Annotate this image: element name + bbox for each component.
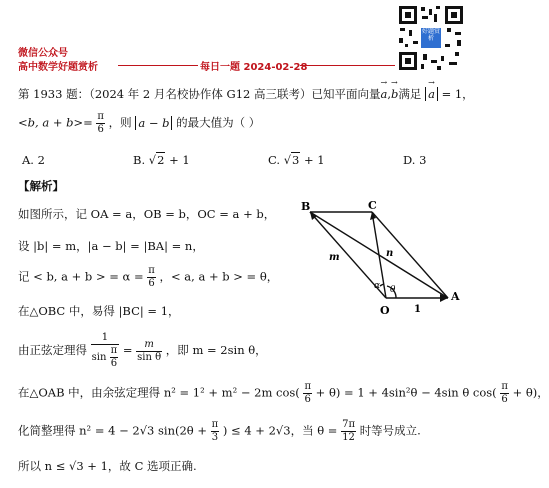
then-text: ，则 [108,115,132,130]
banner-rule-left [118,65,198,66]
qr-code[interactable] [397,4,465,72]
solution-line-3: 记 < b, a + b > = α = $\frac{\pi}{6}$ ，< a, a + b > = θ， [18,265,279,289]
banner-rule-right [300,65,395,66]
vector-a: → a [381,87,388,101]
label-n: n [386,248,394,259]
label-c: C [368,199,377,212]
account-line: 微信公众号 [18,48,68,59]
solution-heading: 【解析】 [18,179,64,193]
solution-line-6: 在△OAB 中，由余弦定理得 n² = 1² + m² − 2m cos( $\frac{\pi}{6}$ + θ) = 1 + 4sin²θ − 4sin θ cos( $\frac{\pi}{6}$ + θ)， [18,381,549,405]
solution-line-7: 化简整理得 n² = 4 − 2√3 sin(2θ + $\frac{\pi}{3}$ ) ≤ 4 + 2√3，当 θ = $\frac{7\pi}{12}$ 时等号成立. [18,419,421,443]
label-o: O [380,304,390,317]
solution-line-8: 所以 n ≤ √3 + 1，故 C 选项正确. [18,459,197,473]
option-a[interactable]: A. 2 [22,153,45,167]
question-prefix: 第 1933 题：（2024 年 2 月名校协作体 G12 高三联考）已知平面向量 [18,87,381,101]
label-alpha: α [374,281,381,291]
angle-close: >= [73,115,93,130]
eq-one: = 1， [441,87,474,101]
option-b[interactable]: B. √2 + 1 [133,153,190,167]
abs-a: → a [428,87,435,101]
question-line-1 [18,86,474,102]
question-line-2 [18,112,260,135]
solution-line-4: 在△OBC 中，易得 |BC| = 1， [18,304,180,318]
label-theta: θ [390,285,396,295]
solution-line-1: 如图所示，记 OA = a，OB = b，OC = a + b， [18,207,276,221]
frac-pi-6: $\frac{\pi}{6}$ [97,111,104,135]
angle-text: b, a + b [27,115,74,130]
cond-text: 满足 [398,87,422,101]
label-b: B [301,200,311,213]
vector-b: → b [391,87,398,101]
comma: , [387,87,392,101]
banner-title: 每日一题 2024-02-28 [200,62,308,73]
angle-open: < [18,115,28,130]
option-d[interactable]: D. 3 [403,153,427,167]
option-c[interactable]: C. √3 + 1 [268,153,325,167]
subtitle: 高中数学好题赏析 [18,62,98,73]
abs-a-minus-b: a − b [135,116,172,130]
solution-line-2: 设 |b| = m，|a − b| = |BA| = n， [18,239,204,253]
label-a: A [451,290,460,303]
qr-badge: 好题赏析 [421,28,440,42]
solution-line-5: 由正弦定理得 1 sin $\frac{\pi}{6}$ = $\frac{m}{\text{sin θ}}$ ，即 m = 2sin θ， [18,332,267,369]
label-one: 1 [414,304,421,315]
label-m: m [329,252,340,263]
geometry-figure [296,200,466,320]
max-text: 的最大值为（ ） [176,115,261,130]
